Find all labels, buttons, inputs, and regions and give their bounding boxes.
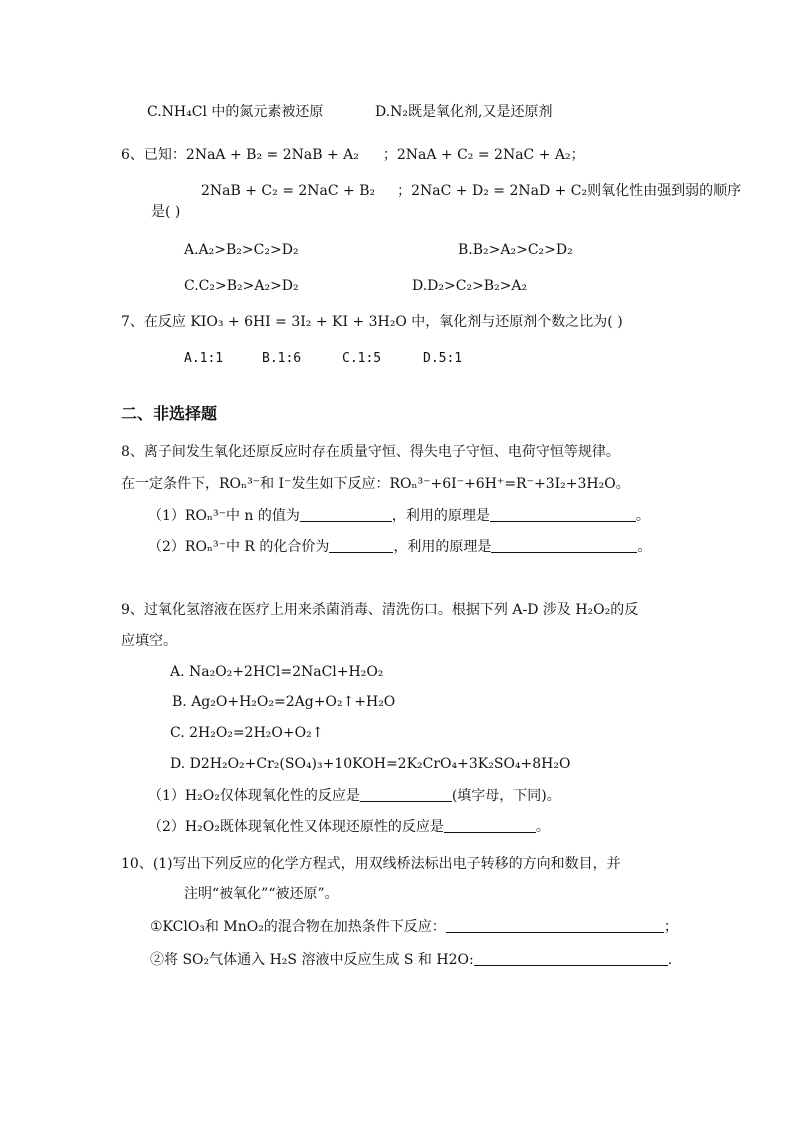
section-heading: 二、非选择题 <box>121 404 218 423</box>
q6-stem-line2: 2NaB + C₂ = 2NaC + B₂ ；2NaC + D₂ = 2NaD + C₂则氧化性由强到弱的顺序 <box>201 183 742 199</box>
q9-stem-line1: 9、过氧化氢溶液在医疗上用来杀菌消毒、清洗伤口。根据下列 A-D 涉及 H₂O₂的反 <box>121 602 639 618</box>
q5-option-c: C.NH₄Cl 中的氮元素被还原 <box>147 104 324 120</box>
q6-option-b: B.B₂>A₂>C₂>D₂ <box>458 242 573 258</box>
q10-item1-blank[interactable] <box>446 918 664 933</box>
q9-subq1: （1）H₂O₂仅体现氧化性的反应是 (填字母，下同)。 <box>148 788 561 804</box>
q6-option-a: A.A₂>B₂>C₂>D₂ <box>184 242 299 258</box>
q8-stem-line2: 在一定条件下，ROₙ³⁻和 I⁻发生如下反应：ROₙ³⁻+6I⁻+6H⁺=R⁻+3I₂+3H₂O。 <box>121 476 630 492</box>
q6-stem-line3: 是( ) <box>151 204 181 220</box>
q7-option-d: D.5:1 <box>423 351 463 366</box>
q9-stem-line2: 应填空。 <box>121 633 177 649</box>
q7-option-b: B.1:6 <box>262 351 302 366</box>
q8-subq1-blank-b[interactable] <box>490 507 636 522</box>
q8-subq2: （2）ROₙ³⁻中 R 的化合价为 ，利用的原理是 。 <box>148 539 652 555</box>
q6-option-d: D.D₂>C₂>B₂>A₂ <box>412 278 528 294</box>
q9-reaction-c: C. 2H₂O₂=2H₂O+O₂↑ <box>170 725 324 741</box>
q6-option-c: C.C₂>B₂>A₂>D₂ <box>184 278 299 294</box>
q9-subq2-blank[interactable] <box>444 818 536 833</box>
q9-subq1-blank[interactable] <box>360 787 452 802</box>
q8-subq2-blank-a[interactable] <box>329 538 393 553</box>
q8-subq1: （1）ROₙ³⁻中 n 的值为 ，利用的原理是 。 <box>148 508 650 524</box>
q9-reaction-d: D. D2H₂O₂+Cr₂(SO₄)₃+10KOH=2K₂CrO₄+3K₂SO₄+8H₂O <box>170 756 571 772</box>
q6-stem-line1: 6、已知：2NaA + B₂ = 2NaB + A₂ ；2NaA + C₂ = 2NaC + A₂； <box>121 147 585 163</box>
q8-stem-line1: 8、离子间发生氧化还原反应时存在质量守恒、得失电子守恒、电荷守恒等规律。 <box>121 444 620 460</box>
q5-option-d: D.N₂既是氧化剂,又是还原剂 <box>375 104 553 120</box>
q8-subq1-blank-a[interactable] <box>300 507 392 522</box>
q7-option-a: A.1:1 <box>184 351 224 366</box>
q7-option-c: C.1:5 <box>342 351 382 366</box>
q10-item1: ①KClO₃和 MnO₂的混合物在加热条件下反应： ； <box>150 919 678 935</box>
q9-reaction-a: A. Na₂O₂+2HCl=2NaCl+H₂O₂ <box>170 664 384 680</box>
q7-stem: 7、在反应 KIO₃ + 6HI = 3I₂ + KI + 3H₂O 中，氧化剂与还原剂个数之比为( ) <box>121 314 623 330</box>
q8-subq2-blank-b[interactable] <box>491 538 637 553</box>
q9-subq2: （2）H₂O₂既体现氧化性又体现还原性的反应是 。 <box>148 819 550 835</box>
q10-item2-blank[interactable] <box>474 951 668 966</box>
q10-stem-line1: 10、(1)写出下列反应的化学方程式，用双线桥法标出电子转移的方向和数目，并 <box>121 856 621 872</box>
q9-reaction-b: B. Ag₂O+H₂O₂=2Ag+O₂↑+H₂O <box>172 694 396 710</box>
q10-item2: ②将 SO₂气体通入 H₂S 溶液中反应生成 S 和 H2O: . <box>150 952 673 968</box>
q10-stem-line2: 注明“被氧化”“被还原”。 <box>184 886 339 902</box>
